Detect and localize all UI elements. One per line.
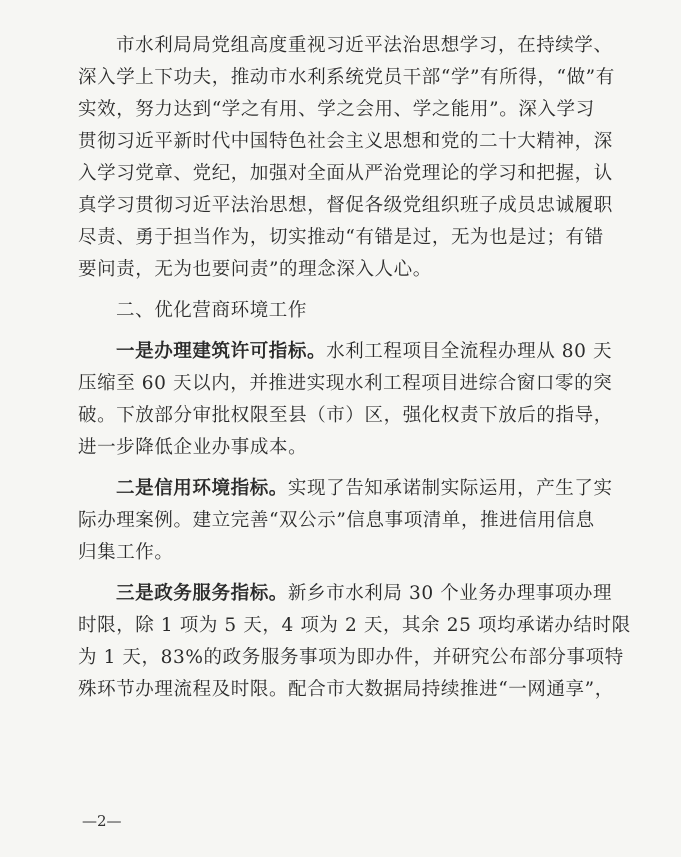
paragraph-lead: 一是办理建筑许可指标。 [116,341,327,362]
paragraph-law-study [78,30,618,286]
paragraph-lead: 二是信用环境指标。 [116,478,288,499]
text-line: 殊环节办理流程及时限。配合市大数据局持续推进“一网通享”， [78,679,614,700]
paragraph-lead: 三是政务服务指标。 [116,583,288,604]
text-line [78,336,618,368]
text-line: 真学习贯彻习近平法治思想，督促各级党组织班子成员忠诚履职 [78,195,613,216]
text-line [78,473,618,505]
text-line: 时限，除 1 项为 5 天，4 项为 2 天，其余 25 项均承诺办结时限 [78,615,631,636]
text-span: 实现了告知承诺制实际运用，产生了实 [287,478,613,499]
text-line: 为 1 天，83%的政务服务事项为即办件，并研究公布部分事项特 [78,647,624,668]
text-line: 际办理案例。建立完善“双公示”信息事项清单，推进信用信息 [78,510,595,531]
document-body [78,30,631,706]
section-heading: 二、优化营商环境工作 [116,300,308,321]
paragraph-government-service [78,578,631,706]
paragraph-credit-environment [78,473,618,569]
text-span: 新乡市水利局 30 个业务办理事项办理 [287,583,613,604]
text-line: 尽责、勇于担当作为，切实推动“有错是过，无为也是过；有错 [78,227,604,248]
text-line: 深入学上下功夫，推动市水利系统党员干部“学”有所得，“做”有 [78,67,615,88]
text-line: 贯彻习近平新时代中国特色社会主义思想和党的二十大精神，深 [78,131,613,152]
text-line: 破。下放部分审批权限至县（市）区，强化权责下放后的指导， [78,405,613,426]
text-line [78,578,618,610]
text-line: 归集工作。 [78,542,174,563]
paragraph-building-permit [78,336,618,464]
page-number: —2— [82,812,122,830]
text-line: 市水利局局党组高度重视习近平法治思想学习，在持续学、 [116,35,613,56]
text-span: 水利工程项目全流程办理从 80 天 [326,341,613,362]
text-line: 压缩至 60 天以内，并推进实现水利工程项目进综合窗口零的突 [78,373,613,394]
text-line: 入学习党章、党纪，加强对全面从严治党理论的学习和把握，认 [78,163,613,184]
text-line: 实效，努力达到“学之有用、学之会用、学之能用”。深入学习 [78,99,595,120]
text-line: 要问责，无为也要问责”的理念深入人心。 [78,259,432,280]
text-line: 进一步降低企业办事成本。 [78,437,308,458]
